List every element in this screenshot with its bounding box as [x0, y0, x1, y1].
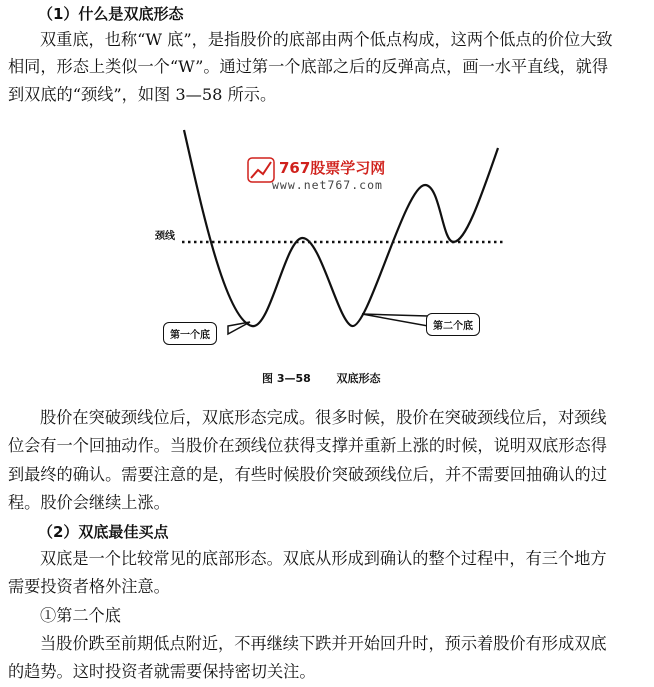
section1-heading: （1）什么是双底形态: [38, 5, 184, 23]
neckline-label: 颈线: [155, 231, 175, 242]
paragraph-line: 到双底的“颈线”，如图 3—58 所示。: [8, 85, 277, 104]
first-bottom-callout: 第一个底: [163, 322, 217, 345]
watermark-title: 767股票学习网: [279, 159, 386, 177]
watermark-url: www.net767.com: [272, 178, 383, 192]
paragraph-line: 双重底，也称“W 底”，是指股价的底部由两个低点构成，这两个低点的价位大致: [40, 30, 613, 49]
list-item-title: ①第二个底: [40, 606, 121, 625]
paragraph-line: 股价在突破颈线位后，双底形态完成。很多时候，股价在突破颈线位后，对颈线: [40, 408, 607, 427]
first-bottom-pointer: [228, 322, 250, 334]
caption-title: 双底形态: [336, 372, 381, 385]
second-bottom-pointer: [362, 314, 428, 326]
caption-number: 图 3—58: [262, 372, 311, 385]
paragraph-line: 双底是一个比较常见的底部形态。双底从形成到确认的整个过程中，有三个地方: [40, 549, 607, 568]
paragraph-line: 当股价跌至前期低点附近，不再继续下跌并开始回升时，预示着股价有形成双底: [40, 634, 607, 653]
paragraph-line: 的趋势。这时投资者就需要保持密切关注。: [8, 662, 316, 681]
section2-heading: （2）双底最佳买点: [38, 523, 169, 541]
paragraph-line: 到最终的确认。需要注意的是，有些时候股价突破颈线位后，并不需要回抽确认的过: [8, 465, 607, 484]
paragraph-line: 相同，形态上类似一个“W”。通过第一个底部之后的反弹高点，画一水平直线，就得: [8, 57, 609, 76]
second-bottom-callout: 第二个底: [426, 313, 480, 336]
paragraph-line: 程。股价会继续上涨。: [8, 493, 170, 512]
watermark-logo-icon: [248, 158, 274, 182]
figure-caption: [262, 370, 380, 386]
paragraph-line: 需要投资者格外注意。: [8, 577, 170, 596]
paragraph-line: 位会有一个回抽动作。当股价在颈线位获得支撑并重新上涨的时候，说明双底形态得: [8, 436, 607, 455]
